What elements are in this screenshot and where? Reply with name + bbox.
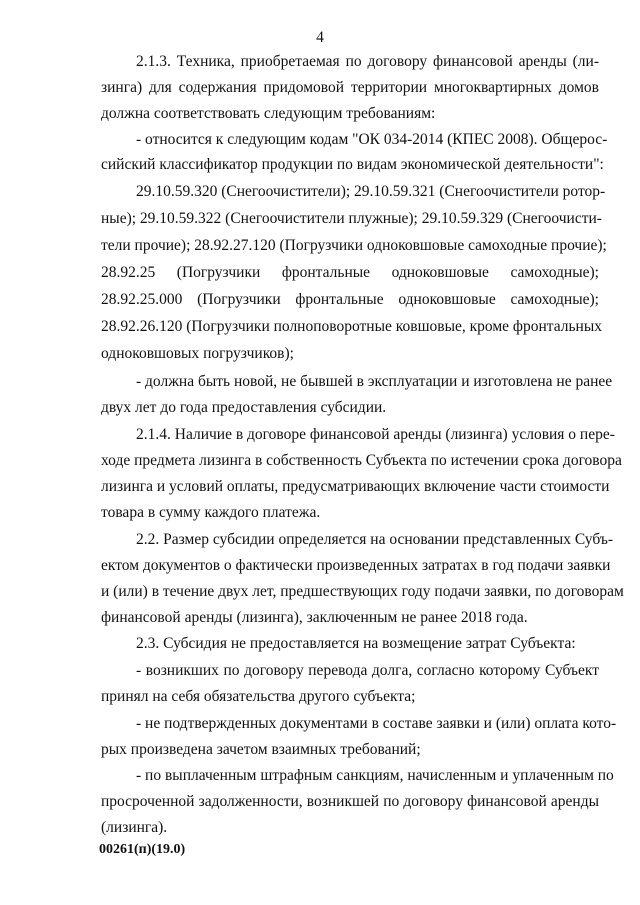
page-number: 4 — [316, 29, 324, 46]
text-line: должна соответствовать следующим требованиям: — [101, 105, 436, 122]
text-line: двух лет до года предоставления субсидии. — [101, 399, 387, 416]
text-line: (лизинга). — [101, 819, 168, 836]
text-line: 28.92.26.120 (Погрузчики полноповоротные ковшовые, кроме фронтальных — [101, 318, 603, 335]
text-line: тели прочие); 28.92.27.120 (Погрузчики одноковшовые самоходные прочие); — [101, 237, 607, 254]
text-line: - должна быть новой, не бывшей в эксплуатации и изготовлена не ранее — [136, 373, 613, 390]
text-line: ектом документов о фактически произведенных затратах в год подачи заявки — [101, 557, 611, 574]
text-line: товара в сумму каждого платежа. — [101, 504, 321, 521]
text-line: 28.92.25 (Погрузчики фронтальные одноковшовые самоходные); — [101, 264, 599, 281]
text-line: рых произведена зачетом взаимных требований; — [101, 741, 421, 758]
text-line: сийский классификатор продукции по видам экономической деятельности": — [101, 156, 604, 173]
text-line: зинга) для содержания придомовой территории многоквартирных домов — [101, 79, 599, 96]
text-line: - по выплаченным штрафным санкциям, начисленным и уплаченным по — [136, 767, 614, 784]
text-line: - возникших по договору перевода долга, согласно которому Субъект — [136, 662, 599, 679]
text-line: и (или) в течение двух лет, предшествующих году подачи заявки, по договорам — [101, 583, 624, 600]
text-line: одноковшовых погрузчиков); — [101, 345, 294, 362]
text-line: ходе предмета лизинга в собственность Субъекта по истечении срока договора — [101, 452, 622, 469]
text-line: 29.10.59.320 (Снегоочистители); 29.10.59.321 (Снегоочистители ротор- — [136, 183, 606, 200]
text-line: ные); 29.10.59.322 (Снегоочистители плужные); 29.10.59.329 (Снегоочисти- — [101, 210, 602, 227]
text-line: 2.1.3. Техника, приобретаемая по договору финансовой аренды (ли- — [136, 53, 599, 70]
text-line: лизинга и условий оплаты, предусматривающих включение части стоимости — [101, 478, 610, 495]
text-line: 2.2. Размер субсидии определяется на основании представленных Субъ- — [136, 531, 614, 548]
text-line: - относится к следующим кодам "ОК 034-2014 (КПЕС 2008). Общерос- — [136, 131, 608, 148]
text-line: принял на себя обязательства другого субъекта; — [101, 688, 416, 705]
text-line: 2.3. Субсидия не предоставляется на возмещение затрат Субъекта: — [136, 635, 576, 652]
text-line: финансовой аренды (лизинга), заключенным не ранее 2018 года. — [101, 609, 528, 626]
text-line: 28.92.25.000 (Погрузчики фронтальные одноковшовые самоходные); — [101, 291, 599, 308]
text-line: просроченной задолженности, возникшей по договору финансовой аренды — [101, 793, 599, 810]
text-line: - не подтвержденных документами в составе заявки и (или) оплата кото- — [136, 715, 617, 732]
document-code-footer: 00261(п)(19.0) — [99, 842, 186, 857]
text-line: 2.1.4. Наличие в договоре финансовой аренды (лизинга) условия о пере- — [136, 426, 615, 443]
